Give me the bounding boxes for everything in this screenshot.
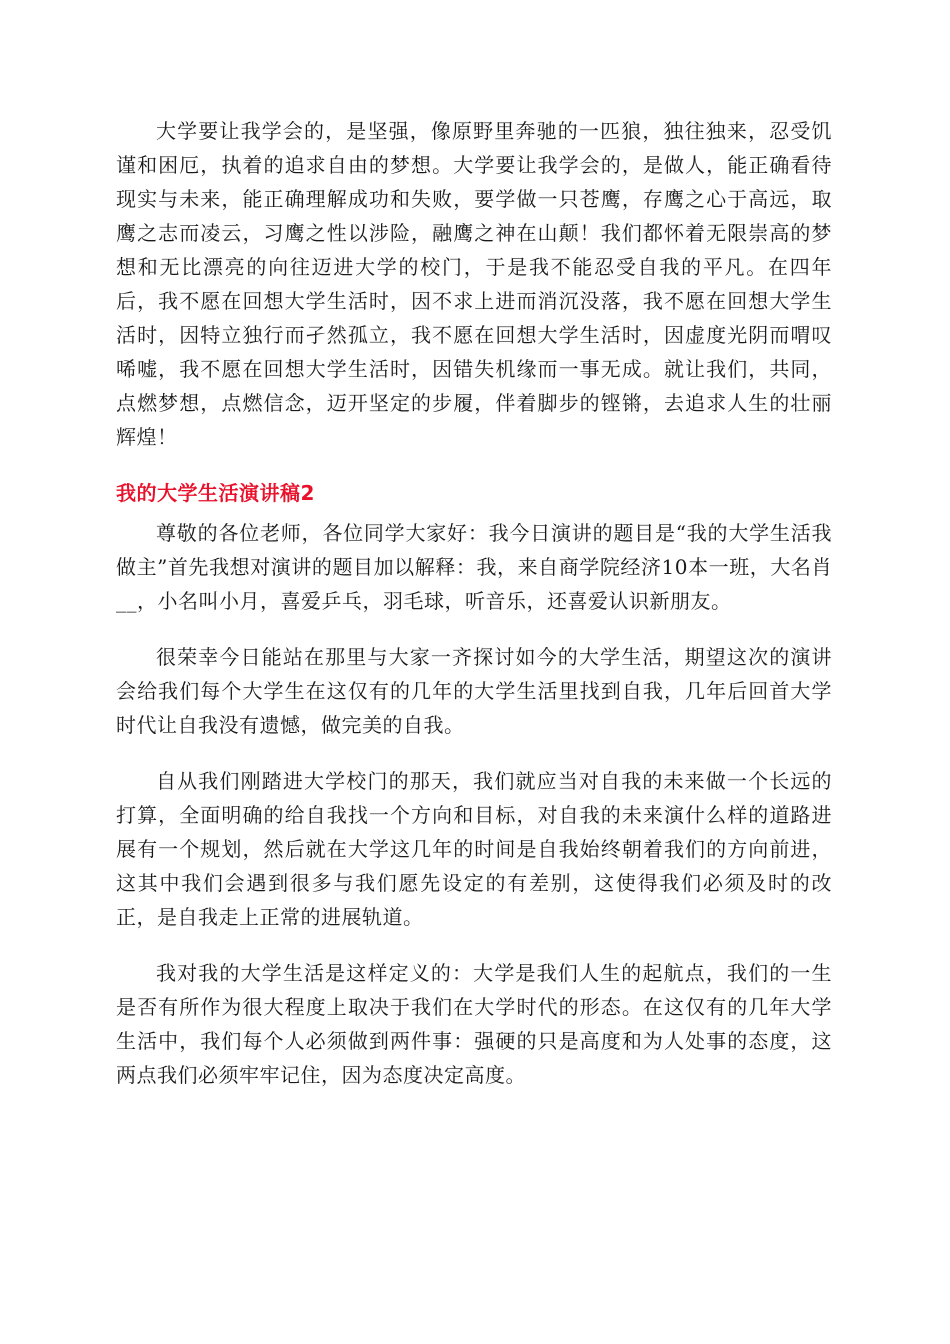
- section-paragraph-4: 我对我的大学生活是这样定义的：大学是我们人生的起航点，我们的一生是否有所作为很大程度上取决于我们在大学时代的形态。在这仅有的几年大学生活中，我们每个人必须做到两件事：强硬的只是高度和为人处事的态度，这两点我们必须牢牢记住，因为态度决定高度。: [116, 961, 832, 1087]
- intro-paragraph: 大学要让我学会的，是坚强，像原野里奔驰的一匹狼，独往独来，忍受饥谨和困厄，执着的追求自由的梦想。大学要让我学会的，是做人，能正确看待现实与未来，能正确理解成功和失败，要学做一只苍鹰，存鹰之心于高远，取鹰之志而凌云，习鹰之性以涉险，融鹰之神在山颠！我们都怀着无限崇高的梦想和无比漂亮的向往迈进大学的校门，于是我不能忍受自我的平凡。在四年后，我不愿在回想大学生活时，因不求上进而消沉没落，我不愿在回想大学生活时，因特立独行而孑然孤立，我不愿在回想大学生活时，因虚度光阴而喟叹唏嘘，我不愿在回想大学生活时，因错失机缘而一事无成。就让我们，共同，点燃梦想，点燃信念，迈开坚定的步履，伴着脚步的铿锵，去追求人生的壮丽辉煌！: [116, 119, 832, 449]
- section-heading: 我的大学生活演讲稿2: [116, 481, 315, 505]
- section-paragraph-3: 自从我们刚踏进大学校门的那天，我们就应当对自我的未来做一个长远的打算，全面明确的给自我找一个方向和目标，对自我的未来演什么样的道路进展有一个规划，然后就在大学这几年的时间是自我始终朝着我们的方向前进，这其中我们会遇到很多与我们愿先设定的有差别，这使得我们必须及时的改正，是自我走上正常的进展轨道。: [116, 769, 832, 929]
- section-paragraph-1: 尊敬的各位老师，各位同学大家好：我今日演讲的题目是“我的大学生活我做主”首先我想对演讲的题目加以解释：我，来自商学院经济10本一班，大名肖__，小名叫小月，喜爱乒乓，羽毛球，听音乐，还喜爱认识新朋友。: [116, 521, 832, 613]
- document-body: [116, 114, 832, 1092]
- section-paragraph-2: 很荣幸今日能站在那里与大家一齐探讨如今的大学生活，期望这次的演讲会给我们每个大学生在这仅有的几年的大学生活里找到自我，几年后回首大学时代让自我没有遗憾，做完美的自我。: [116, 645, 832, 737]
